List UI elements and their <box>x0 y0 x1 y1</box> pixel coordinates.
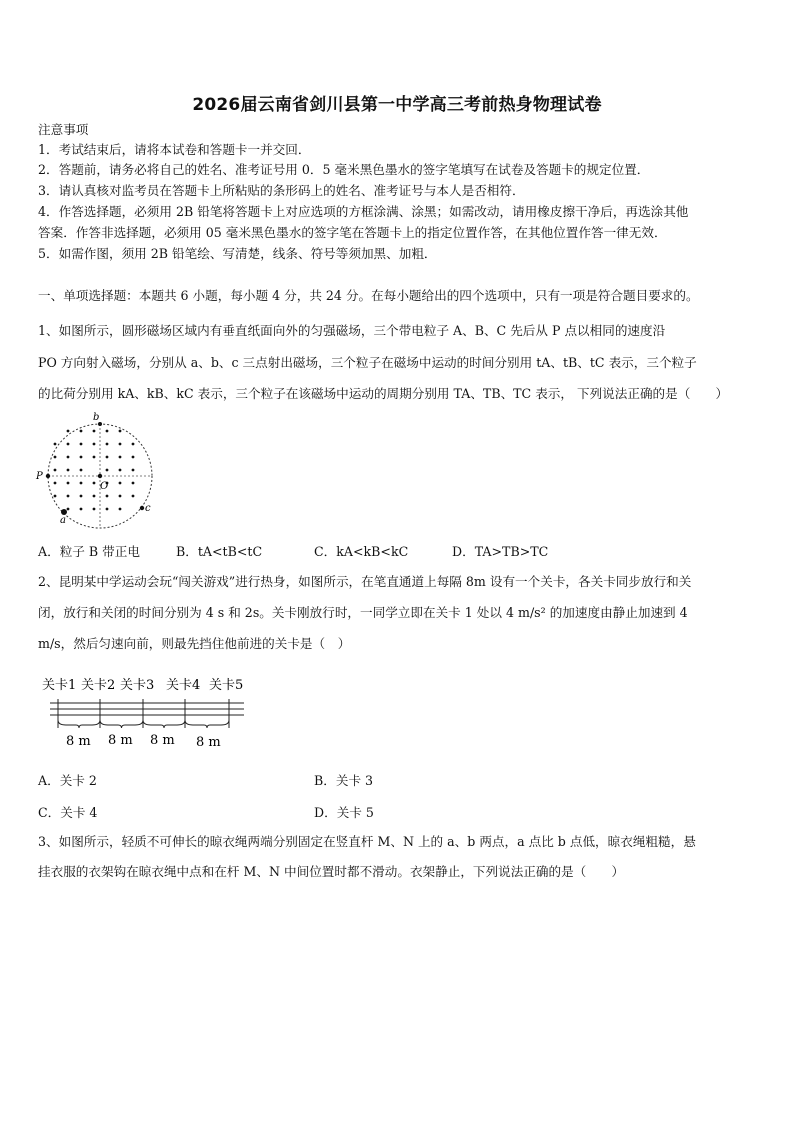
q3-text: 挂衣服的衣架钩在晾衣绳中点和在杆 M、N 中间位置时都不滑动。衣架静止，下列说法正确的是（ ） <box>38 864 625 879</box>
span-brace <box>143 720 185 728</box>
field-dot <box>80 430 83 433</box>
q1-option-d: D．TA>TB>TC <box>452 544 549 559</box>
field-dot <box>132 495 135 498</box>
field-dot <box>67 456 70 459</box>
field-dot <box>80 469 83 472</box>
field-dot <box>80 443 83 446</box>
q2-text: m/s，然后匀速向前，则最先挡住他前进的关卡是（ ） <box>38 636 351 651</box>
field-dot <box>119 469 122 472</box>
field-dot <box>106 443 109 446</box>
span-brace <box>100 720 143 728</box>
label-P: P <box>36 471 43 482</box>
q2-option-d: D．关卡 5 <box>314 805 374 820</box>
field-dot <box>106 469 109 472</box>
field-dot <box>93 495 96 498</box>
field-dot <box>67 443 70 446</box>
field-dot <box>67 508 70 511</box>
label-O: O <box>100 481 109 492</box>
q2-text: 闭，放行和关闭的时间分别为 4 s 和 2s。关卡刚放行时，一同学立即在关卡 1 处以 4 m/s² 的加速度由静止加速到 4 <box>38 605 688 620</box>
field-dot <box>119 508 122 511</box>
field-dot <box>106 456 109 459</box>
notice-item: 5．如需作图，须用 2B 铅笔绘、写清楚，线条、符号等须加黑、加粗． <box>38 246 437 261</box>
span-label: 8 m <box>196 735 221 750</box>
gate-label: 关卡5 <box>209 678 244 693</box>
field-dot <box>54 495 57 498</box>
field-dot <box>119 443 122 446</box>
field-dot <box>119 482 122 485</box>
field-dot <box>80 495 83 498</box>
gate-label: 关卡3 <box>120 678 155 693</box>
span-brace <box>58 720 100 728</box>
notice-item: 1．考试结束后，请将本试卷和答题卡一并交回． <box>38 142 311 157</box>
section-heading: 一、单项选择题：本题共 6 小题，每小题 4 分，共 24 分。在每小题给出的四个选项中，只有一项是符合题目要求的。 <box>38 288 699 303</box>
field-dot <box>132 456 135 459</box>
span-brace <box>185 720 229 728</box>
notice-item: 2．答题前，请务必将自己的姓名、准考证号用 0．5 毫米黑色墨水的签字笔填写在试卷及答题卡的规定位置． <box>38 162 650 177</box>
field-dot <box>80 508 83 511</box>
q2-option-c: C．关卡 4 <box>38 805 98 820</box>
q1-option-c: C．kA<kB<kC <box>314 544 409 559</box>
field-dot <box>67 482 70 485</box>
point-O <box>98 474 102 478</box>
span-label: 8 m <box>150 733 175 748</box>
field-dot <box>106 495 109 498</box>
label-b: b <box>93 412 100 423</box>
field-dot <box>93 443 96 446</box>
q2-option-b: B．关卡 3 <box>314 773 374 788</box>
q2-gates-figure <box>36 672 256 752</box>
field-dot <box>67 469 70 472</box>
field-dot <box>93 482 96 485</box>
notice-item: 答案．作答非选择题，必须用 05 毫米黑色墨水的签字笔在答题卡上的指定位置作答，在其他位置作答一律无效． <box>38 225 667 240</box>
label-c: c <box>145 503 151 514</box>
field-dot <box>106 430 109 433</box>
field-dot <box>119 495 122 498</box>
field-dot <box>80 456 83 459</box>
notice-heading: 注意事项 <box>38 122 89 137</box>
q1-text: 1、如图所示，圆形磁场区域内有垂直纸面向外的匀强磁场，三个带电粒子 A、B、C 先后从 P 点以相同的速度沿 <box>38 323 666 338</box>
field-dots <box>54 430 135 511</box>
gate-label: 关卡4 <box>166 678 201 693</box>
field-dot <box>54 469 57 472</box>
gate-label: 关卡1 <box>42 678 77 693</box>
q2-option-a: A．关卡 2 <box>38 773 97 788</box>
field-dot <box>132 482 135 485</box>
q1-option-a: A．粒子 B 带正电 <box>38 544 140 559</box>
field-dot <box>54 456 57 459</box>
field-dot <box>67 495 70 498</box>
field-dot <box>132 469 135 472</box>
field-dot <box>93 456 96 459</box>
field-dot <box>132 443 135 446</box>
point-c <box>140 506 144 510</box>
q1-magnetic-field-figure <box>34 410 164 530</box>
label-a: a <box>60 515 66 526</box>
field-dot <box>93 430 96 433</box>
field-dot <box>54 443 57 446</box>
notice-item: 3．请认真核对监考员在答题卡上所粘贴的条形码上的姓名、准考证号与本人是否相符． <box>38 183 525 198</box>
q1-text: 的比荷分别用 kA、kB、kC 表示，三个粒子在该磁场中运动的周期分别用 TA、TB、TC 表示， 下列说法正确的是（ ） <box>38 386 729 401</box>
field-dot <box>54 482 57 485</box>
notice-item: 4．作答选择题，必须用 2B 铅笔将答题卡上对应选项的方框涂满、涂黑；如需改动，请用橡皮擦干净后，再选涂其他 <box>38 204 689 219</box>
q3-text: 3、如图所示，轻质不可伸长的晾衣绳两端分别固定在竖直杆 M、N 上的 a、b 两点，a 点比 b 点低，晾衣绳粗糙，悬 <box>38 834 696 849</box>
field-dot <box>119 456 122 459</box>
gate-label: 关卡2 <box>81 678 116 693</box>
field-dot <box>67 430 70 433</box>
q1-option-b: B．tA<tB<tC <box>176 544 263 559</box>
exam-title: 2026届云南省剑川县第一中学高三考前热身物理试卷 <box>192 95 602 115</box>
field-dot <box>93 508 96 511</box>
field-dot <box>119 430 122 433</box>
span-label: 8 m <box>108 733 133 748</box>
q2-text: 2、昆明某中学运动会玩“闯关游戏”进行热身，如图所示，在笔直通道上每隔 8m 设有一个关卡，各关卡同步放行和关 <box>38 574 692 589</box>
field-dot <box>80 482 83 485</box>
field-dot <box>106 508 109 511</box>
span-label: 8 m <box>66 734 91 749</box>
point-P <box>46 474 50 478</box>
q1-text: PO 方向射入磁场，分别从 a、b、c 三点射出磁场，三个粒子在磁场中运动的时间分别用 tA、tB、tC 表示，三个粒子 <box>38 355 697 370</box>
